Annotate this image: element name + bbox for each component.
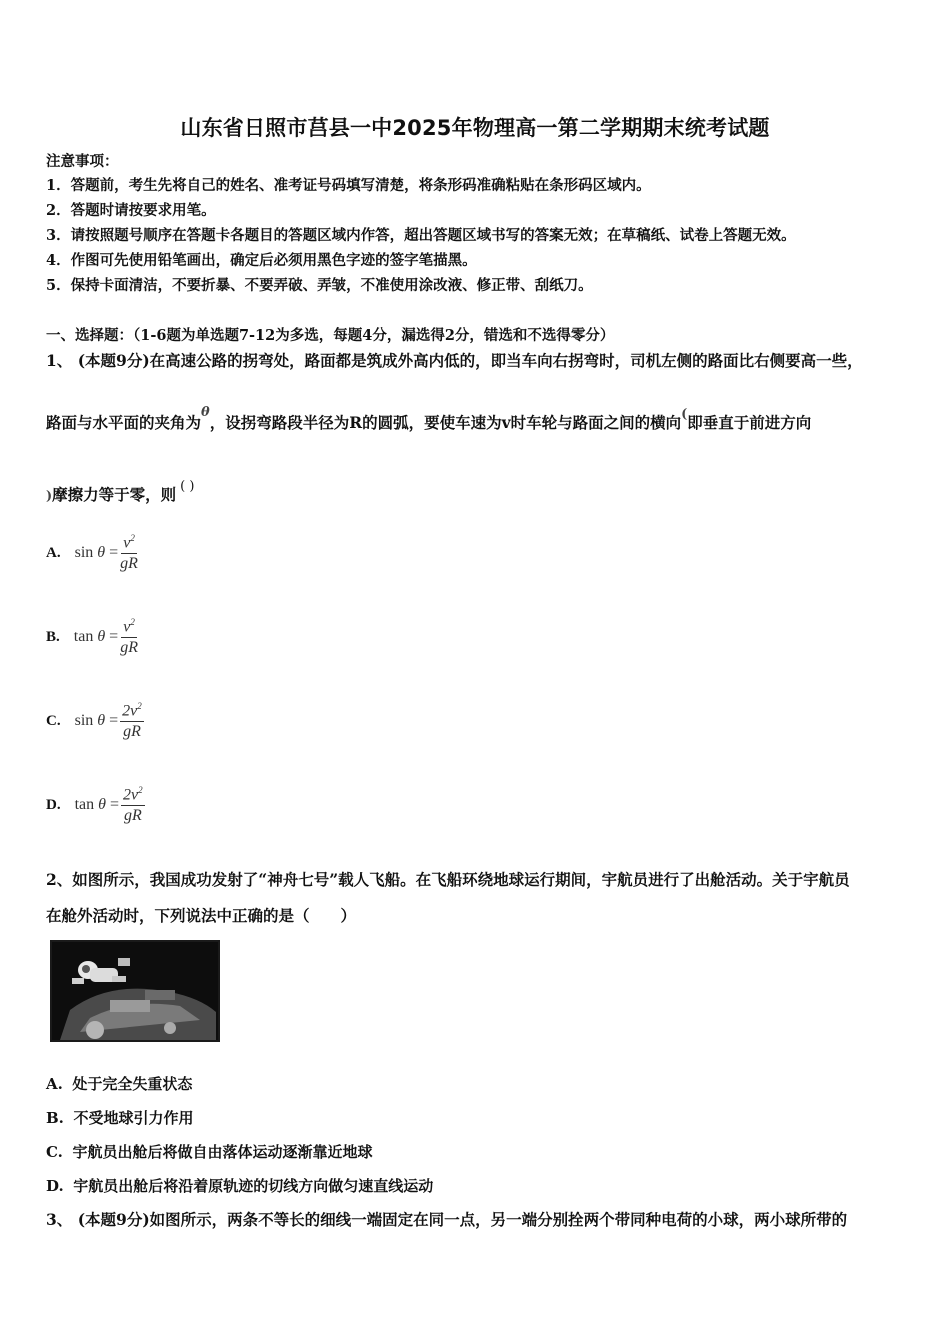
- option-text: 宇航员出舱后将沿着原轨迹的切线方向做匀速直线运动: [73, 1177, 434, 1195]
- exponent: 2: [138, 785, 143, 795]
- notice-heading: 注意事项：: [46, 153, 119, 170]
- denominator: gR: [120, 639, 138, 657]
- equals: =: [109, 628, 119, 646]
- theta-symbol: θ: [97, 628, 106, 646]
- fraction: [121, 785, 145, 825]
- option-letter: C.: [46, 712, 61, 729]
- theta-symbol: θ: [201, 405, 210, 420]
- fraction: [120, 533, 138, 573]
- option-b[interactable]: [46, 617, 138, 657]
- question-text: 如图所示，两条不等长的细线一端固定在同一点，另一端分别拴两个带同种电荷的小球，两小球所带的: [149, 1210, 848, 1229]
- question-score: (本题9分): [77, 351, 150, 370]
- astronaut-spacewalk-image: [50, 940, 220, 1042]
- option-letter: A.: [46, 544, 61, 561]
- numerator: v: [123, 618, 131, 636]
- option-text: 处于完全失重状态: [72, 1075, 193, 1093]
- denominator: gR: [120, 555, 138, 573]
- func: sin: [74, 544, 94, 562]
- formula: [75, 785, 145, 825]
- question-number: 3、: [46, 1210, 73, 1229]
- option-letter: B.: [46, 628, 60, 645]
- notice-item: 4．作图可先使用铅笔画出，确定后必须用黑色字迹的签字笔描黑。: [46, 252, 477, 269]
- denominator: gR: [123, 807, 142, 825]
- question-1-line-1: [46, 350, 863, 372]
- theta-symbol: θ: [98, 796, 106, 814]
- question-text: 摩擦力等于零，则: [52, 485, 177, 504]
- equals: =: [110, 796, 120, 814]
- question-1-line-3: [46, 479, 195, 508]
- option-text: 宇航员出舱后将做自由落体运动逐渐靠近地球: [72, 1143, 373, 1161]
- option-a[interactable]: [46, 533, 138, 573]
- fraction: [120, 617, 138, 657]
- answer-blank: ( ): [180, 479, 195, 494]
- exponent: 2: [130, 533, 135, 543]
- notice-item: 2．答题时请按要求用笔。: [46, 202, 216, 219]
- notice-item: 1．答题前，考生先将自己的姓名、准考证号码填写清楚，将条形码准确粘贴在条形码区域内。: [46, 177, 651, 194]
- formula: [74, 617, 138, 657]
- fraction: [120, 701, 144, 741]
- formula: [75, 533, 138, 573]
- func: sin: [74, 712, 94, 730]
- equals: =: [109, 544, 119, 562]
- q2-option-d[interactable]: [46, 1175, 433, 1197]
- question-text: ，设拐弯路段半径为R的圆弧，要使车速为v时车轮与路面之间的横向: [209, 413, 682, 432]
- equals: =: [109, 712, 119, 730]
- theta-symbol: θ: [97, 544, 106, 562]
- question-2-line-2: 在舱外活动时，下列说法中正确的是（ ）: [46, 906, 357, 925]
- question-text: 在高速公路的拐弯处，路面都是筑成外高内低的，即当车向右拐弯时，司机左侧的路面比右侧要高一些，: [149, 351, 863, 370]
- func: tan: [73, 628, 94, 646]
- notice-item: 3．请按照题号顺序在答题卡各题目的答题区域内作答，超出答题区域书写的答案无效；在草稿纸、试卷上答题无效。: [46, 227, 796, 244]
- option-c[interactable]: [46, 701, 144, 741]
- option-letter: D.: [46, 1177, 64, 1195]
- page-title: 山东省日照市莒县一中2025年物理高一第二学期期末统考试题: [180, 116, 770, 140]
- question-number: 1、: [46, 351, 73, 370]
- q2-option-a[interactable]: [46, 1073, 192, 1095]
- numerator: 2v: [122, 702, 138, 720]
- q2-option-b[interactable]: [46, 1107, 193, 1129]
- question-1-line-2: [46, 405, 812, 436]
- section-heading: 一、选择题：（1-6题为单选题7-12为多选，每题4分，漏选得2分，错选和不选得零分）: [46, 327, 615, 344]
- paren-close: ): [46, 489, 53, 504]
- question-text: 路面与水平面的夹角为: [46, 413, 202, 432]
- func: tan: [74, 796, 95, 814]
- exponent: 2: [137, 701, 142, 711]
- numerator: 2v: [123, 786, 139, 804]
- numerator: v: [123, 534, 131, 552]
- question-score: (本题9分): [77, 1210, 150, 1229]
- denominator: gR: [123, 723, 141, 741]
- notice-item: 5．保持卡面清洁，不要折暴、不要弄破、弄皱，不准使用涂改液、修正带、刮纸刀。: [46, 277, 593, 294]
- option-letter: A.: [46, 1075, 63, 1093]
- option-letter: B.: [46, 1109, 64, 1127]
- option-d[interactable]: [46, 785, 145, 825]
- option-text: 不受地球引力作用: [73, 1109, 194, 1127]
- question-text: 即垂直于前进方向: [687, 413, 812, 432]
- exponent: 2: [130, 617, 135, 627]
- q2-option-c[interactable]: [46, 1141, 372, 1163]
- option-letter: D.: [46, 796, 61, 813]
- astronaut-photo: [50, 940, 220, 1042]
- question-3-line-1: [46, 1209, 847, 1231]
- paren-open: (: [681, 407, 688, 422]
- option-letter: C.: [46, 1143, 63, 1161]
- formula: [75, 701, 144, 741]
- question-2-line-1: 2、如图所示，我国成功发射了“神舟七号”载人飞船。在飞船环绕地球运行期间，宇航员进行了出舱活动。关于宇航员: [46, 870, 850, 889]
- theta-symbol: θ: [97, 712, 106, 730]
